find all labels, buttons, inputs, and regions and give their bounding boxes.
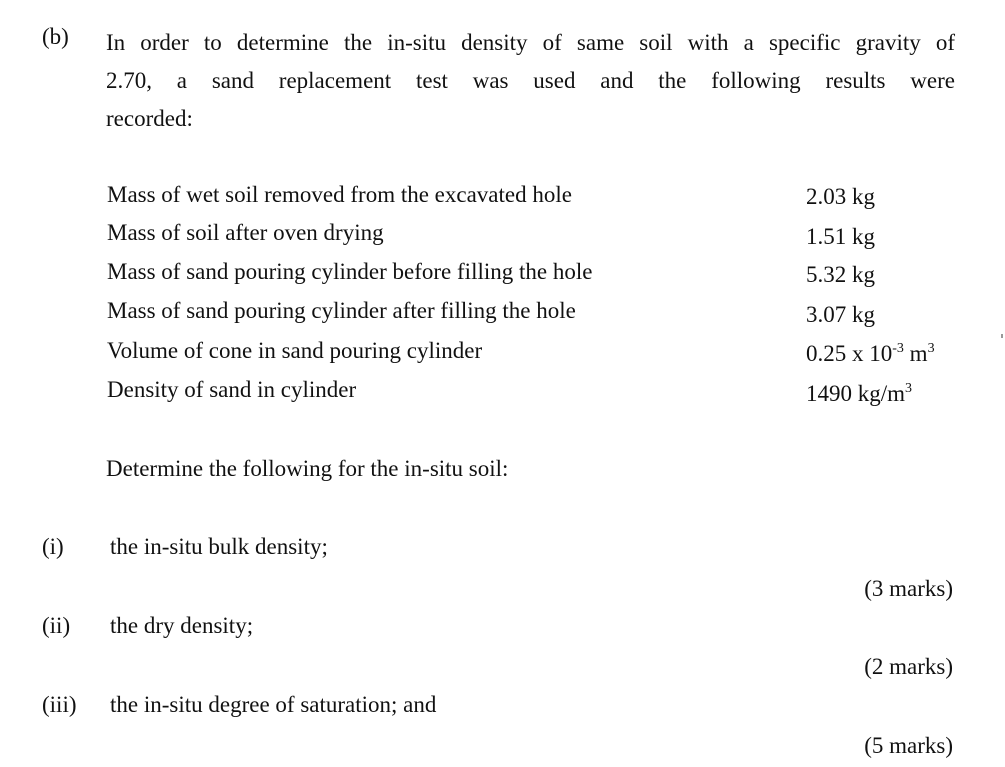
data-row-value (806, 382, 912, 405)
scan-artifact (1001, 334, 1003, 338)
data-row-value: 2.03 kg (806, 184, 875, 209)
subquestion-label: (ii) (42, 613, 71, 638)
data-row-label: Mass of soil after oven drying (107, 220, 384, 245)
subquestion-text: the dry density; (110, 613, 254, 638)
data-row-label: Mass of sand pouring cylinder after filling the hole (107, 298, 576, 323)
data-row-value: 3.07 kg (806, 302, 875, 327)
instruction-text: Determine the following for the in-situ soil: (106, 456, 509, 481)
value-base: 0.25 x 10 (806, 341, 893, 366)
subquestion-label: (i) (42, 534, 64, 559)
intro-line: 2.70, a sand replacement test was used and the following results were (106, 68, 955, 93)
intro-line: In order to determine the in-situ density of same soil with a specific gravity of (106, 30, 955, 55)
intro-line: recorded: (106, 106, 193, 131)
value-unit-exponent: 3 (927, 341, 935, 356)
marks-allocation: (5 marks) (864, 733, 953, 758)
value-unit: m (909, 341, 928, 366)
data-row-label: Density of sand in cylinder (107, 377, 357, 402)
data-row-value (806, 342, 935, 365)
data-row-value: 1.51 kg (806, 224, 875, 249)
value-exponent: 3 (905, 381, 913, 396)
value-exponent: -3 (892, 341, 904, 356)
data-row-label: Mass of wet soil removed from the excavated hole (107, 182, 572, 207)
marks-allocation: (3 marks) (864, 576, 953, 601)
subquestion-text: the in-situ bulk density; (110, 534, 328, 559)
marks-allocation: (2 marks) (864, 654, 953, 679)
question-label: (b) (42, 24, 69, 49)
data-row-label: Volume of cone in sand pouring cylinder (107, 338, 483, 363)
subquestion-label: (iii) (42, 692, 77, 717)
subquestion-text: the in-situ degree of saturation; and (110, 692, 437, 717)
question-intro (106, 24, 955, 138)
data-row-value: 5.32 kg (806, 262, 875, 287)
value-base: 1490 kg/m (806, 381, 906, 406)
data-row-label: Mass of sand pouring cylinder before filling the hole (107, 259, 593, 284)
